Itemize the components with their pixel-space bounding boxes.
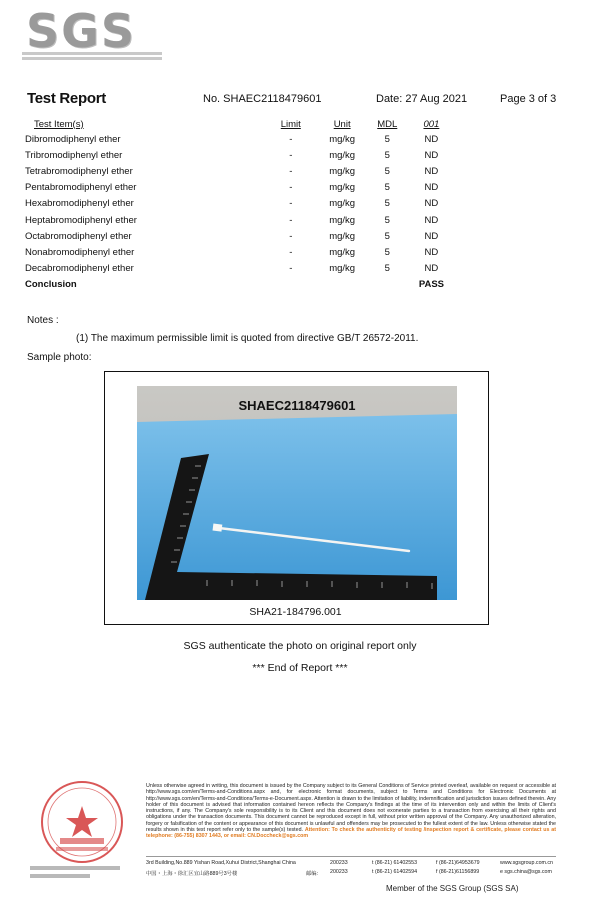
cell-result: ND bbox=[424, 165, 439, 177]
sgs-seal-stamp bbox=[22, 770, 142, 890]
cell-mdl: 5 bbox=[384, 149, 390, 161]
cell-test-item: Heptabromodiphenyl ether bbox=[25, 214, 137, 226]
cell-test-item: Tetrabromodiphenyl ether bbox=[25, 165, 133, 177]
table-row bbox=[25, 131, 455, 147]
address-en: 3rd Building,No.889 Yishan Road,Xuhui District,Shanghai China bbox=[146, 860, 296, 866]
logo-text: SGS bbox=[26, 4, 137, 58]
cell-unit: mg/kg bbox=[329, 214, 356, 226]
col-sample-001: 001 bbox=[423, 118, 440, 130]
table-row bbox=[25, 261, 455, 277]
address-cn: 中国・上海・徐汇区宜山路889号3号楼 bbox=[146, 871, 238, 877]
doccheck-email[interactable]: or email: CN.Doccheck@sgs.com bbox=[223, 833, 309, 840]
report-date: Date: 27 Aug 2021 bbox=[376, 93, 468, 105]
email-cn[interactable]: e sgs.china@sgs.com bbox=[500, 869, 552, 875]
cell-result: ND bbox=[424, 263, 439, 275]
cell-unit: mg/kg bbox=[329, 149, 356, 161]
website[interactable]: www.sgsgroup.com.cn bbox=[500, 860, 553, 866]
tel-cn: t (86-21) 61402594 bbox=[372, 869, 418, 875]
table-row bbox=[25, 228, 455, 244]
postcode-label-cn: 邮编: bbox=[306, 871, 319, 877]
table-row bbox=[25, 163, 455, 179]
cell-unit: mg/kg bbox=[329, 230, 356, 242]
sample-photo-label: Sample photo: bbox=[27, 352, 92, 363]
table-header-row bbox=[25, 117, 455, 131]
cell-mdl: 5 bbox=[384, 246, 390, 258]
footer-divider bbox=[146, 856, 556, 857]
cell-test-item: Dibromodiphenyl ether bbox=[25, 133, 121, 145]
conclusion-row bbox=[25, 277, 455, 293]
table-row bbox=[25, 244, 455, 260]
report-number: No. SHAEC2118479601 bbox=[203, 93, 322, 105]
notes-label: Notes : bbox=[27, 315, 59, 326]
cell-test-item: Octabromodiphenyl ether bbox=[25, 230, 132, 242]
cell-result: ND bbox=[424, 198, 439, 210]
table-row bbox=[25, 196, 455, 212]
cell-limit: - bbox=[289, 149, 293, 161]
cell-limit: - bbox=[289, 198, 293, 210]
footer-disclaimer bbox=[146, 783, 556, 840]
cell-mdl: 5 bbox=[384, 165, 390, 177]
page-number: Page 3 of 3 bbox=[500, 93, 557, 105]
cell-test-item: Decabromodiphenyl ether bbox=[25, 263, 134, 275]
cell-result: ND bbox=[424, 182, 439, 194]
cell-test-item: Nonabromodiphenyl ether bbox=[25, 246, 135, 258]
cell-limit: - bbox=[289, 230, 293, 242]
table-row bbox=[25, 180, 455, 196]
conclusion-label: Conclusion bbox=[25, 279, 77, 291]
cell-result: ND bbox=[424, 133, 439, 145]
cell-result: ND bbox=[424, 214, 439, 226]
postcode-en: 200233 bbox=[330, 860, 348, 866]
cell-mdl: 5 bbox=[384, 182, 390, 194]
end-of-report: *** End of Report *** bbox=[252, 662, 348, 674]
col-mdl: MDL bbox=[377, 118, 398, 130]
cell-unit: mg/kg bbox=[329, 246, 356, 258]
table-row bbox=[25, 147, 455, 163]
cell-limit: - bbox=[289, 214, 293, 226]
cell-limit: - bbox=[289, 165, 293, 177]
cell-unit: mg/kg bbox=[329, 198, 356, 210]
report-title: Test Report bbox=[27, 90, 106, 107]
cell-mdl: 5 bbox=[384, 230, 390, 242]
results-table bbox=[25, 117, 455, 293]
cell-test-item: Tribromodiphenyl ether bbox=[25, 149, 123, 161]
tel-en: t (86-21) 61402553 bbox=[372, 860, 418, 866]
sample-photo bbox=[137, 386, 457, 600]
cell-mdl: 5 bbox=[384, 198, 390, 210]
authenticity-attention: Attention: To check the authenticity of testing /inspection report & certificate, please contact us at telephone: (86-755) 8307 1443, bbox=[146, 827, 556, 840]
photo-report-id: SHAEC2118479601 bbox=[238, 398, 356, 413]
photo-authentication-note: SGS authenticate the photo on original report only bbox=[183, 640, 417, 652]
postcode-cn: 200233 bbox=[330, 869, 348, 875]
cell-limit: - bbox=[289, 133, 293, 145]
cell-result: ND bbox=[424, 230, 439, 242]
note-1: (1) The maximum permissible limit is quoted from directive GB/T 26572-2011. bbox=[76, 333, 419, 344]
cell-limit: - bbox=[289, 182, 293, 194]
cell-mdl: 5 bbox=[384, 133, 390, 145]
cell-unit: mg/kg bbox=[329, 182, 356, 194]
col-unit: Unit bbox=[333, 118, 351, 130]
fax-en: f (86-21)64953679 bbox=[436, 860, 480, 866]
cell-limit: - bbox=[289, 263, 293, 275]
sgs-logo bbox=[18, 6, 168, 60]
sgs-group-member: Member of the SGS Group (SGS SA) bbox=[386, 884, 519, 893]
fax-cn: f (86-21)61156899 bbox=[436, 869, 480, 875]
cell-unit: mg/kg bbox=[329, 263, 356, 275]
cell-mdl: 5 bbox=[384, 214, 390, 226]
cell-result: ND bbox=[424, 149, 439, 161]
table-row bbox=[25, 212, 455, 228]
sample-photo-image bbox=[137, 386, 457, 600]
cell-unit: mg/kg bbox=[329, 165, 356, 177]
conclusion-value: PASS bbox=[418, 279, 444, 291]
col-test-item: Test Item(s) bbox=[34, 118, 84, 130]
cell-test-item: Hexabromodiphenyl ether bbox=[25, 198, 134, 210]
cell-limit: - bbox=[289, 246, 293, 258]
cell-mdl: 5 bbox=[384, 263, 390, 275]
disclaimer-text: Unless otherwise agreed in writing, this document is issued by the Company subject to its General Conditions of Service printed overleaf, available on request or accessible at http://www.sgs.com/en/Terms-and-Conditions.aspx and, for electronic format documents, subject to Terms and Conditions for Electronic Documents at http://www.sgs.com/en/Terms-and-Conditions/Terms-e-Document.aspx. Attention is drawn to the limitation of liability, indemnification and jurisdiction issues defined therein. Any holder of this document is advised that information contained hereon reflects the Company's findings at the time of its intervention only and within the limits of Client's instructions, if any. The Company's sole responsibility is to its Client and this document does not exonerate parties to a transaction from exercising all their rights and obligations under the transaction documents. This document cannot be reproduced except in full, without prior written approval of the Company. Any unauthorized alteration, forgery or falsification of the content or appearance of this document is unlawful and offenders may be prosecuted to the fullest extent of the law. Unless otherwise stated the results shown in this test report refer only to the sample(s) tested. bbox=[146, 783, 557, 834]
cell-result: ND bbox=[424, 246, 439, 258]
cell-unit: mg/kg bbox=[329, 133, 356, 145]
cell-test-item: Pentabromodiphenyl ether bbox=[25, 182, 137, 194]
photo-caption: SHA21-184796.001 bbox=[249, 606, 342, 618]
col-limit: Limit bbox=[280, 118, 301, 130]
